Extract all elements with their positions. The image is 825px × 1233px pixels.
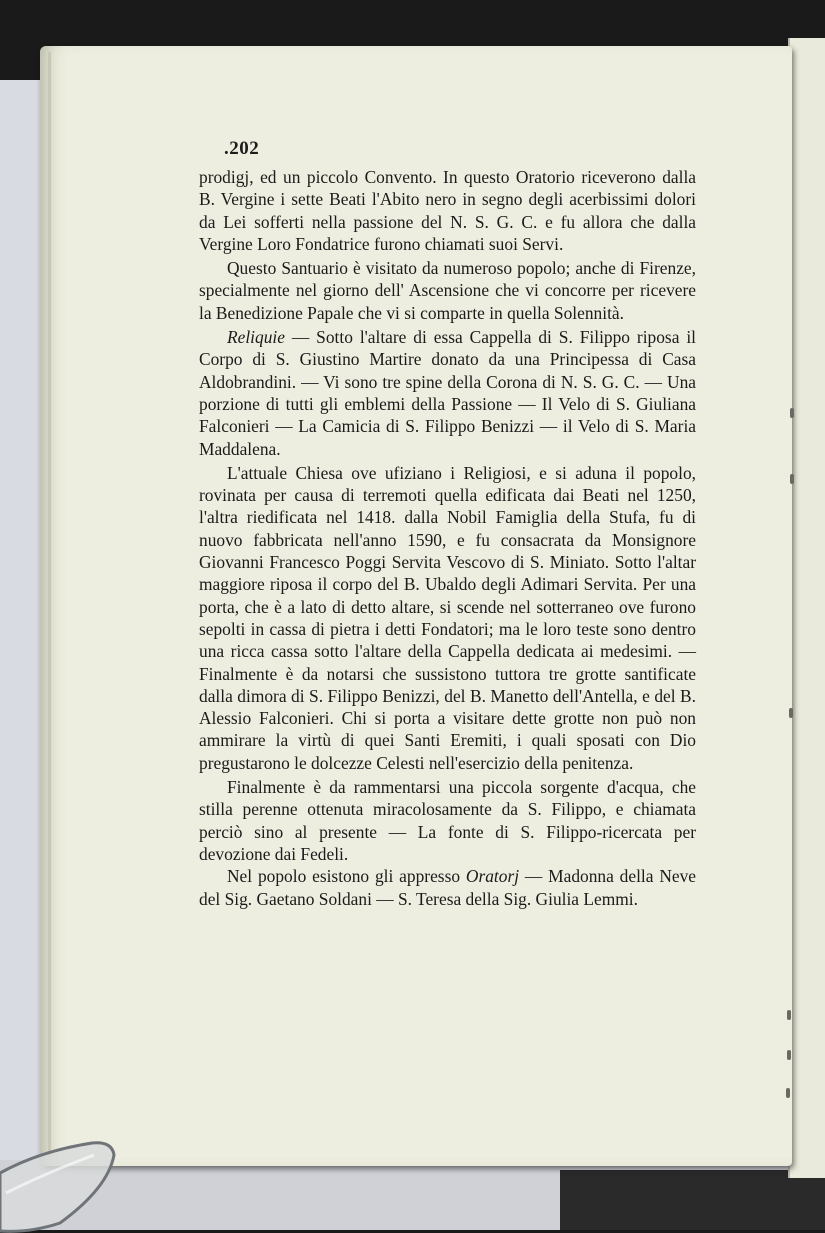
paragraph-text-end: — Madonna della Neve del Sig. Gaetano Soldani — S. Teresa della Sig. Giulia Lemmi. xyxy=(199,866,697,909)
paragraph-oratorj xyxy=(199,865,696,910)
page-fold xyxy=(48,52,51,1157)
paragraph-heading: Reliquie xyxy=(227,327,285,348)
paragraph-2 xyxy=(199,257,696,324)
paragraph-5 xyxy=(199,776,696,865)
paragraph-text: prodigj, ed un piccolo Convento. In questo Oratorio riceverono dalla B. Vergine i sette Beati l'Abito nero in segno degli acerbissimi dolori da Lei sofferti nella passione del N. S. G. C. e fu allora che dalla Vergine Loro Fondatrice furono chiamati suoi Servi. xyxy=(199,167,696,254)
italic-term: Oratorj xyxy=(465,866,520,887)
eyeglasses-lens xyxy=(0,1133,118,1233)
paragraph-4 xyxy=(199,462,696,774)
page-number: .202 xyxy=(224,138,260,159)
backdrop-left xyxy=(0,80,40,1180)
paragraph-text: Questo Santuario è visitato da numeroso popolo; anche di Firenze, specialmente nel giorno dell' Ascensione che vi concorre per ricevere la Benedizione Papale che vi si comparte in quella Solennità. xyxy=(199,258,696,323)
paragraph-text: L'attuale Chiesa ove ufiziano i Religiosi, e si aduna il popolo, rovinata per causa di terremoti quella edificata dai Beati nel 1250, l'altra riedificata nel 1418. dalla Nobil Famiglia della Stufa, fu di nuovo fabbricata nell'anno 1590, e fu consacrata da Monsignore Giovanni Francesco Poggi Servita Vescovo di S. Miniato. Sotto l'altar maggiore riposa il corpo del B. Ubaldo degli Adimari Servita. Per una porta, che è a lato di detto altare, si scende nel sotterraneo ove furono sepolti in cassa di pietra i detti Fondatori; ma le loro teste sono dentro una ricca cassa sotto l'altare della Cappella dedicata ai medesimi. — Finalmente è da notarsi che sussistono tuttora tre grotte santificate dalla dimora di S. Filippo Benizzi, del B. Manetto dell'Antella, e del B. Alessio Falconieri. Chi si porta a visitare dette grotte non può non ammirare la virtù di quei Santi Eremiti, i quali sposati con Dio pregustarono le dolcezze Celesti nell'esercizio della penitenza. xyxy=(199,462,696,773)
next-page-edge xyxy=(788,38,825,1178)
body-text xyxy=(199,166,696,910)
paragraph-text: Finalmente è da rammentarsi una piccola sorgente d'acqua, che stilla perenne ottenuta miracolosamente da S. Filippo, e chiamata perciò sino al presente — La fonte di S. Filippo-ricercata per devozione dai Fedeli. xyxy=(199,777,696,864)
paragraph-reliquie xyxy=(199,326,696,460)
paragraph-text-start: Nel popolo esistono gli appresso xyxy=(227,866,466,887)
paragraph-text: — Sotto l'altare di essa Cappella di S. Filippo riposa il Corpo di S. Giustino Martire donato da una Principessa di Casa Aldobrandini. — Vi sono tre spine della Corona di N. S. G. C. — Una porzione di tutti gli emblemi della Passione — Il Velo di S. Giuliana Falconieri — La Camicia di S. Filippo Benizzi — il Velo di S. Maria Maddalena. xyxy=(199,327,696,459)
backdrop-shadow xyxy=(560,1170,825,1230)
paragraph-1 xyxy=(199,166,696,255)
